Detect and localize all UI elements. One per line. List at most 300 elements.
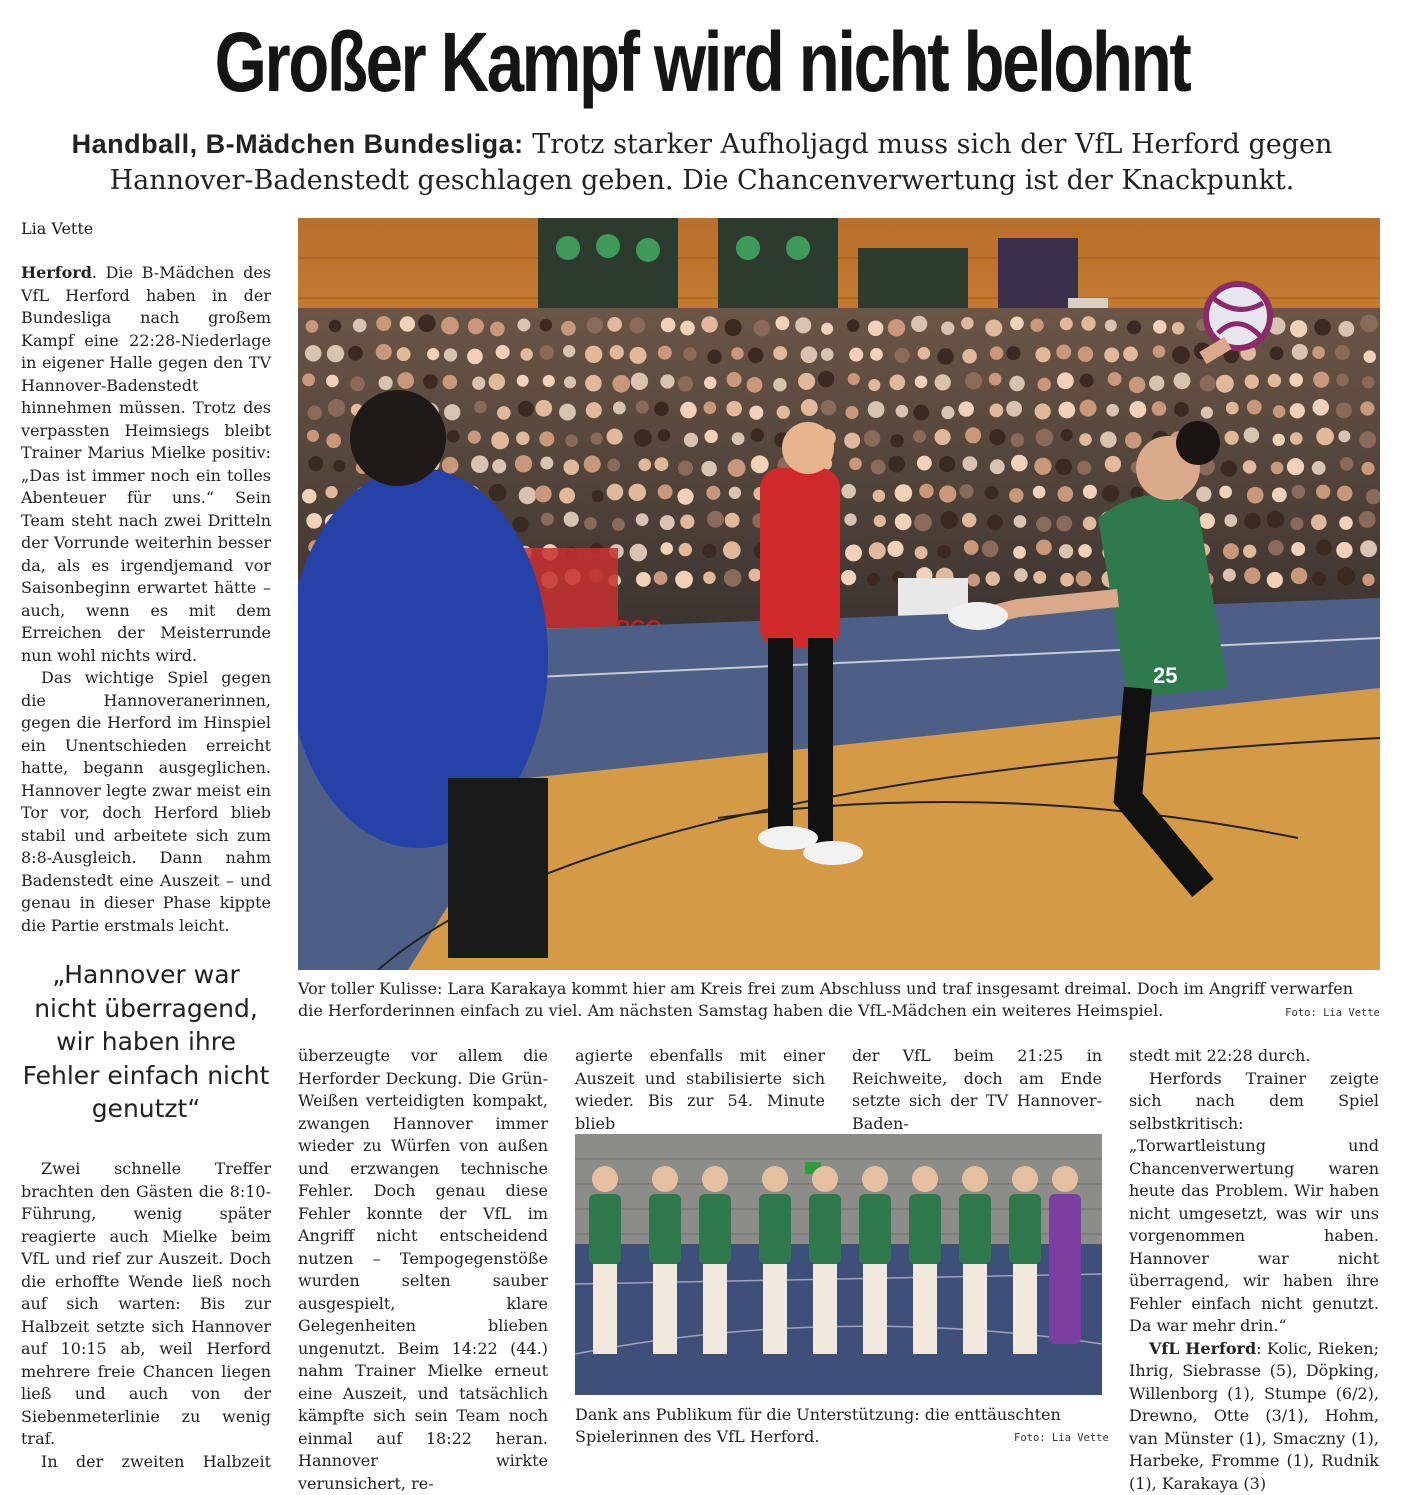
spectator-head — [302, 489, 317, 504]
spectator-head — [328, 399, 345, 416]
spectator-head — [471, 455, 489, 473]
spectator-head — [914, 514, 932, 532]
spectator-head — [917, 456, 932, 471]
spectator-head — [1290, 403, 1305, 418]
spectator-head — [326, 433, 341, 448]
spectator-head — [607, 459, 620, 472]
player-legs — [703, 1264, 727, 1354]
spectator-head — [1312, 399, 1329, 416]
spectator-head — [941, 406, 954, 419]
spectator-head — [1272, 487, 1287, 502]
spectator-head — [1014, 515, 1027, 528]
spectator-head — [658, 429, 671, 442]
player-head — [652, 1166, 678, 1192]
spectator-head — [654, 571, 668, 585]
spectator-head — [1219, 486, 1232, 499]
spectator-head — [516, 432, 529, 445]
spectator-head — [864, 430, 881, 447]
spectator-head — [585, 346, 602, 363]
spectator-head — [1006, 401, 1022, 417]
spectator-head — [1247, 400, 1262, 415]
spectator-head — [660, 542, 673, 555]
spectator-head — [1102, 485, 1119, 502]
spectator-head — [1106, 404, 1119, 417]
spectator-head — [1225, 431, 1239, 445]
player-head — [912, 1166, 938, 1192]
spectator-head — [517, 319, 530, 332]
spectator-head — [517, 375, 529, 387]
subhead-text: Trotz starker Aufholjagd muss sich der VfL Herford gegen Hannover-Badenstedt geschlagen geben. Die Chancenverwertung ist der Knackpunkt. — [110, 129, 1333, 196]
spectator-head — [911, 316, 927, 332]
spectator-head — [1080, 374, 1094, 388]
spectator-head — [1270, 346, 1284, 360]
spectator-head — [423, 374, 438, 389]
spectator-head — [660, 515, 675, 530]
article-paragraph-3: Zwei schnelle Treffer brachten den Gästen die 8:10-Führung, wenig später reagierte auch Mielke beim VfL und rief zur Auszeit. Doch die erhoffte Wende ließ noch auf sich warten: Bis zur Halbzeit setzte sich Hannover auf 10:15 ab, weil Herford mehrere freie Chancen liegen ließ und auch von der Siebenmeterlinie zu wenig traf. — [21, 1158, 271, 1451]
spectator-head — [939, 485, 956, 502]
spectator-head — [965, 427, 981, 443]
spectator-head — [1125, 432, 1141, 448]
spectator-head — [586, 402, 602, 418]
player-head — [862, 1166, 888, 1192]
article-column-4 — [852, 1045, 1102, 1135]
spectator-head — [915, 376, 928, 389]
spectator-head — [607, 484, 624, 501]
spectator-head — [958, 401, 973, 416]
spectator-head — [868, 320, 884, 336]
spectator-head — [1014, 568, 1028, 582]
lineup-team-name: VfL Herford — [1149, 1339, 1256, 1358]
spectator-head — [989, 373, 1002, 386]
spectator-head — [1081, 316, 1095, 330]
spectator-head — [848, 373, 860, 385]
spectator-head — [821, 323, 833, 335]
spectator-head — [1013, 546, 1026, 559]
spectator-head — [726, 401, 742, 417]
spectator-head — [871, 459, 886, 474]
spectator-head — [520, 348, 533, 361]
spectator-head — [728, 459, 746, 477]
spectator-head — [868, 401, 885, 418]
spectator-head — [1245, 375, 1259, 389]
spectator-head — [941, 322, 954, 335]
spectator-head — [895, 513, 912, 530]
spectator-head — [397, 372, 414, 389]
spectator-head — [302, 373, 315, 386]
spectator-head — [1216, 375, 1234, 393]
spectator-head — [913, 405, 929, 421]
spectator-head — [845, 544, 862, 561]
spectator-head — [1243, 460, 1257, 474]
spectator-head — [959, 484, 973, 498]
spectator-head — [1224, 514, 1237, 527]
spectator-head — [442, 457, 459, 474]
spectator-head — [612, 518, 625, 531]
spectator-head — [801, 399, 818, 416]
spectator-head — [400, 316, 415, 331]
player-figure — [959, 1194, 991, 1264]
spectator-head — [565, 434, 578, 447]
spectator-head — [798, 373, 815, 390]
player-head — [1012, 1166, 1038, 1192]
spectator-head — [491, 432, 509, 450]
main-photo-caption: Vor toller Kulisse: Lara Karakaya kommt hier am Kreis frei zum Abschluss und traf insgesamt dreimal. Doch im Angriff verwarfen die Herforderinnen einfach zu viel. Am nächsten Samstag haben die VfL-Mädchen ein weiteres Heimspiel. — [298, 978, 1380, 1022]
spectator-head — [497, 406, 511, 420]
team-lineup-illustration — [575, 1134, 1102, 1395]
spectator-head — [940, 511, 958, 529]
spectator-head — [1105, 319, 1117, 331]
player-head — [962, 1166, 988, 1192]
spectator-head — [658, 484, 673, 499]
spectator-head — [636, 572, 651, 587]
spectator-head — [1267, 511, 1284, 528]
spectator-head — [1036, 517, 1051, 532]
spectator-head — [441, 317, 459, 335]
spectator-head — [982, 540, 999, 557]
spectator-head — [869, 542, 886, 559]
spectator-head — [1338, 321, 1354, 337]
spectator-head — [613, 402, 626, 415]
spectator-head — [543, 375, 555, 387]
spectator-head — [1290, 432, 1303, 445]
spectator-head — [777, 406, 790, 419]
player-figure — [859, 1194, 891, 1264]
spectator-head — [1221, 460, 1237, 476]
spectator-head — [1033, 571, 1046, 584]
spectator-head — [1336, 402, 1352, 418]
spectator-head — [849, 348, 863, 362]
spectator-head — [1243, 545, 1256, 558]
spectator-head — [1362, 376, 1374, 388]
article-paragraph-4-cont-3: der VfL beim 21:25 in Reichweite, doch am Ende setzte sich der TV Hannover-Baden- — [852, 1045, 1102, 1135]
spectator-head — [821, 400, 836, 415]
spectator-head — [489, 373, 506, 390]
spectator-head — [512, 516, 528, 532]
spectator-head — [540, 345, 554, 359]
spectator-head — [1273, 434, 1285, 446]
spectator-head — [654, 402, 669, 417]
article-column-1-top — [21, 262, 271, 937]
spectator-head — [585, 375, 602, 392]
spectator-head — [1078, 544, 1091, 557]
main-photo — [298, 218, 1380, 970]
spectator-head — [327, 345, 344, 362]
spectator-head — [540, 457, 553, 470]
spectator-head — [1292, 485, 1306, 499]
player-legs — [1013, 1264, 1037, 1354]
spectator-head — [447, 430, 460, 443]
spectator-head — [353, 319, 367, 333]
spectator-head — [559, 488, 575, 504]
spectator-head — [1127, 320, 1141, 334]
spectator-head — [1360, 401, 1374, 415]
spectator-head — [895, 484, 913, 502]
spectator-head — [962, 456, 977, 471]
spectator-head — [306, 513, 322, 529]
spectator-head — [821, 348, 834, 361]
spectator-head — [584, 517, 597, 530]
player-legs — [813, 1264, 837, 1354]
author-byline: Lia Vette — [21, 218, 93, 240]
team-photo-credit: Foto: Lia Vette — [1014, 1432, 1109, 1444]
spectator-head — [874, 515, 886, 527]
spectator-head — [751, 455, 769, 473]
spectator-head — [751, 428, 765, 442]
spectator-head — [915, 546, 928, 559]
article-paragraph-4-start: In der zweiten Halbzeit — [21, 1451, 271, 1474]
spectator-head — [841, 570, 856, 585]
spectator-head — [889, 375, 905, 391]
spectator-head — [1200, 375, 1216, 391]
player-legs — [913, 1264, 937, 1354]
spectator-head — [1033, 486, 1046, 499]
spectator-head — [1244, 427, 1259, 442]
spectator-head — [559, 404, 576, 421]
player-head — [762, 1166, 788, 1192]
spectator-head — [329, 320, 341, 332]
spectator-head — [1076, 571, 1092, 587]
spectator-head — [985, 486, 999, 500]
spectator-head — [1034, 458, 1051, 475]
spectator-head — [307, 430, 319, 442]
spectator-head — [636, 513, 649, 526]
spectator-head — [868, 379, 880, 391]
spectator-head — [496, 345, 510, 359]
spectator-head — [376, 344, 392, 360]
spectator-head — [541, 513, 554, 526]
spectator-head — [376, 316, 391, 331]
spectator-head — [985, 319, 1002, 336]
spectator-head — [1271, 462, 1284, 475]
spectator-head — [701, 461, 717, 477]
spectator-head — [1153, 345, 1166, 358]
spectator-head — [888, 319, 905, 336]
spectator-head — [1010, 316, 1024, 330]
spectator-head — [706, 486, 720, 500]
spectator-head — [468, 431, 481, 444]
spectator-head — [563, 459, 579, 475]
spectator-head — [870, 348, 883, 361]
spectator-head — [661, 318, 676, 333]
spectator-head — [584, 456, 601, 473]
spectator-head — [1011, 433, 1025, 447]
spectator-head — [629, 484, 646, 501]
spectator-head — [1287, 458, 1304, 475]
player-legs — [763, 1264, 787, 1354]
spectator-head — [1009, 376, 1024, 391]
spectator-head — [888, 456, 905, 473]
spectator-head — [919, 484, 934, 499]
spectator-head — [962, 513, 976, 527]
spectator-head — [749, 406, 763, 420]
player-figure — [589, 1194, 621, 1264]
spectator-head — [1060, 317, 1073, 330]
spectator-head — [1078, 346, 1093, 361]
spectator-head — [660, 374, 674, 388]
spectator-head — [1223, 568, 1236, 581]
spectator-head — [890, 434, 903, 447]
player-legs — [653, 1264, 677, 1354]
pull-quote: „Hannover war nicht überragend, wir haben ihre Fehler einfach nicht genutzt“ — [22, 958, 270, 1126]
spectator-head — [1174, 372, 1191, 389]
spectator-head — [592, 490, 604, 502]
spectator-head — [937, 545, 950, 558]
article-paragraph-4-end: stedt mit 22:28 durch. — [1129, 1045, 1379, 1068]
spectator-head — [841, 484, 856, 499]
spectator-head — [1009, 488, 1023, 502]
spectator-head — [703, 401, 716, 414]
article-paragraph-1: Herford. Die B-Mädchen des VfL Herford haben in der Bundesliga nach großem Kampf eine 22:28-Niederlage in eigener Halle gegen den TV Hannover-Badenstedt hinnehmen müssen. Trotz des verpassten Heimsiegs bleibt Trainer Marius Mielke positiv: „Das ist immer noch ein tolles Abenteuer für uns.“ Sein Team steht nach zwei Dritteln der Vorrunde weiterhin besser da, als es irgendjemand vor Saisonbeginn erwartet hätte – auch, wenn es mit dem Erreichen der Meisterrunde nun wohl nichts wird. — [21, 262, 271, 667]
team-photo — [575, 1134, 1102, 1395]
spectator-head — [1196, 486, 1211, 501]
spectator-head — [818, 371, 834, 387]
spectator-head — [1105, 456, 1121, 472]
spectator-head — [490, 322, 505, 337]
spectator-head — [1038, 378, 1051, 391]
spectator-head — [867, 573, 880, 586]
spectator-head — [489, 484, 507, 502]
spectator-head — [678, 376, 693, 391]
spectator-head — [724, 569, 742, 587]
spectator-head — [1273, 405, 1286, 418]
team-photo-caption: Dank ans Publikum für die Unterstützung: die enttäuschten Spielerinnen des VfL Herford. — [575, 1404, 1102, 1448]
spectator-head — [845, 406, 858, 419]
player-head — [592, 1166, 618, 1192]
spectator-head — [1056, 344, 1071, 359]
spectator-head — [468, 318, 484, 334]
spectator-head — [333, 460, 345, 472]
spectator-head — [658, 346, 672, 360]
spectator-head — [610, 345, 624, 359]
spectator-head — [773, 378, 786, 391]
spectator-head — [444, 404, 460, 420]
spectator-head — [967, 574, 980, 587]
spectator-head — [539, 431, 554, 446]
spectator-head — [540, 319, 552, 331]
player-legs — [963, 1264, 987, 1354]
spectator-head — [1223, 543, 1239, 559]
spectator-head — [1152, 401, 1167, 416]
article-paragraph-4-cont: überzeugte vor allem die Herforder Deckung. Die Grün-Weißen verteidigten kompakt, zwangen Hannover immer wieder zu Würfen von außen und erzwangen technische Fehler. Doch genau diese Fehler konnte der VfL im Angriff nicht entscheidend nutzen – Tempogegenstöße wurden selten sauber ausgespielt, klare Gelegenheiten blieben ungenutzt. Beim 14:22 (44.) nahm Trainer Mielke erneut eine Auszeit, und tatsächlich kämpfte sich sein Team noch einmal auf 18:22 heran. Hannover wirkte verunsichert, re- — [298, 1045, 548, 1495]
player-figure — [1009, 1194, 1041, 1264]
spectator-head — [1316, 428, 1334, 446]
spectator-head — [987, 515, 1003, 531]
spectator-head — [849, 457, 862, 470]
spectator-head — [918, 347, 931, 360]
spectator-head — [1061, 429, 1073, 441]
spectator-head — [1011, 455, 1028, 472]
spectator-head — [634, 429, 652, 447]
spectator-head — [1362, 574, 1374, 586]
spectator-head — [1036, 429, 1054, 447]
spectator-head — [397, 347, 411, 361]
spectator-head — [443, 375, 458, 390]
spectator-head — [962, 349, 977, 364]
spectator-head — [935, 429, 951, 445]
spectator-head — [896, 405, 909, 418]
spectator-head — [732, 432, 745, 445]
spectator-head — [1057, 486, 1073, 502]
team-lineup: VfL Herford: Kolic, Rieken; Ihrig, Siebrasse (5), Döpking, Willenborg (1), Stumpe (6/2), Drewno, Otte (3/1), Hohm, van Münster (1), Smaczny (1), Harbeke, Fromme (1), Rudnik (1), Karakaya (3) — [1129, 1338, 1379, 1495]
spectator-head — [1359, 511, 1376, 528]
spectator-head — [961, 317, 973, 329]
dateline: Herford — [21, 263, 92, 282]
article-column-2 — [298, 1045, 548, 1495]
spectator-head — [1036, 539, 1052, 555]
spectator-head — [1059, 544, 1073, 558]
article-column-3 — [575, 1045, 825, 1135]
spectator-head — [1363, 350, 1376, 363]
spectator-head — [1056, 516, 1072, 532]
spectator-head — [629, 544, 647, 562]
spectator-head — [1129, 377, 1146, 394]
spectator-head — [677, 488, 693, 504]
spectator-head — [684, 433, 698, 447]
spectator-head — [1312, 461, 1326, 475]
spectator-head — [1060, 573, 1074, 587]
spectator-head — [723, 541, 741, 559]
spectator-head — [306, 320, 319, 333]
spectator-head — [1360, 540, 1377, 557]
spectator-head — [895, 348, 910, 363]
spectator-head — [1077, 461, 1091, 475]
spectator-head — [1290, 320, 1307, 337]
spectator-head — [1244, 513, 1260, 529]
spectator-head — [1292, 344, 1308, 360]
spectator-head — [704, 430, 717, 443]
spectator-head — [937, 348, 954, 365]
spectator-head — [492, 459, 506, 473]
spectator-head — [1174, 402, 1189, 417]
spectator-head — [1338, 430, 1350, 442]
spectator-head — [350, 377, 365, 392]
spectator-head — [564, 376, 576, 388]
spectator-head — [873, 490, 886, 503]
player-figure — [699, 1194, 731, 1264]
spectator-head — [731, 347, 744, 360]
spectator-head — [1055, 459, 1072, 476]
spectator-head — [591, 433, 603, 445]
spectator-head — [726, 372, 741, 387]
spectator-head — [887, 541, 903, 557]
spectator-head — [1199, 513, 1215, 529]
spectator-head — [379, 376, 393, 390]
subhead-kicker: Handball, B-Mädchen Bundesliga: — [72, 129, 524, 159]
spectator-head — [749, 569, 762, 582]
headline: Großer Kampf wird nicht belohnt — [140, 14, 1263, 110]
handball-action-illustration — [298, 218, 1380, 970]
spectator-head — [1079, 433, 1092, 446]
spectator-head — [1312, 572, 1326, 586]
spectator-head — [474, 401, 487, 414]
article-column-5 — [1129, 1045, 1379, 1495]
spectator-head — [773, 346, 787, 360]
spectator-head — [990, 459, 1005, 474]
spectator-head — [308, 456, 323, 471]
spectator-head — [418, 314, 436, 332]
spectator-head — [1314, 319, 1331, 336]
spectator-head — [1058, 402, 1075, 419]
spectator-head — [1289, 373, 1303, 387]
spectator-head — [1123, 347, 1138, 362]
spectator-head — [748, 348, 764, 364]
article-paragraph-4-cont-2: agierte ebenfalls mit einer Auszeit und stabilisierte sich wieder. Bis zur 54. Minute blieb — [575, 1045, 825, 1135]
spectator-head — [444, 348, 457, 361]
spectator-head — [725, 319, 742, 336]
spectator-head — [467, 349, 483, 365]
spectator-head — [1340, 457, 1354, 471]
spectator-head — [844, 433, 860, 449]
